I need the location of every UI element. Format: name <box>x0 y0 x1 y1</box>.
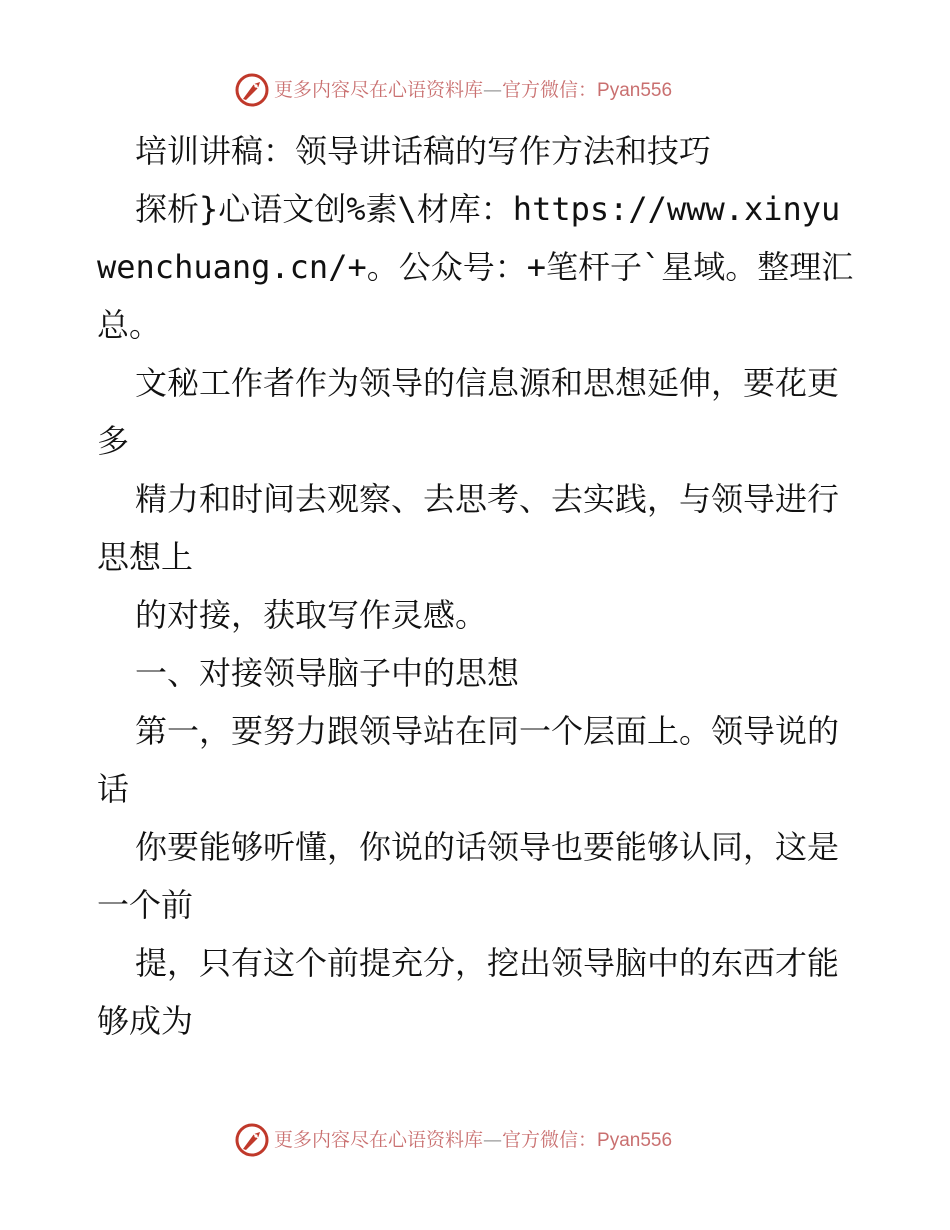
header-banner-text <box>274 78 672 103</box>
header-separator: — <box>483 79 503 101</box>
document-paragraph: 精力和时间去观察、去思考、去实践，与领导进行思想上 <box>97 480 840 576</box>
header-watermark-banner <box>0 68 950 112</box>
header-wechat-label: 官方微信： <box>502 79 598 101</box>
document-body <box>97 122 857 1050</box>
document-paragraph: 的对接，获取写作灵感。 <box>135 596 488 634</box>
pen-nib-logo-icon <box>234 1122 270 1158</box>
document-paragraph: 第一，要努力跟领导站在同一个层面上。领导说的话 <box>97 712 840 808</box>
header-brand-text: 更多内容尽在心语资料库 <box>274 79 484 101</box>
footer-banner-text <box>274 1128 672 1153</box>
footer-watermark-banner <box>0 1118 950 1162</box>
section-heading: 一、对接领导脑子中的思想 <box>135 654 520 692</box>
document-paragraph: 探析}心语文创%素\材库：https://www.xinyuwenchuang.cn/+。公众号：+笔杆子`星域。整理汇总。 <box>97 190 854 344</box>
document-paragraph: 你要能够听懂，你说的话领导也要能够认同，这是一个前 <box>97 828 840 924</box>
footer-wechat-label: 官方微信： <box>502 1129 598 1151</box>
document-title-paragraph: 培训讲稿：领导讲话稿的写作方法和技巧 <box>135 132 712 170</box>
header-wechat-id: Pyan556 <box>597 80 673 101</box>
document-paragraph: 提，只有这个前提充分，挖出领导脑中的东西才能够成为 <box>97 944 840 1040</box>
footer-separator: — <box>483 1129 503 1151</box>
footer-brand-text: 更多内容尽在心语资料库 <box>274 1129 484 1151</box>
pen-nib-logo-icon <box>234 72 270 108</box>
document-paragraph: 文秘工作者作为领导的信息源和思想延伸，要花更多 <box>97 364 840 460</box>
footer-wechat-id: Pyan556 <box>597 1130 673 1151</box>
